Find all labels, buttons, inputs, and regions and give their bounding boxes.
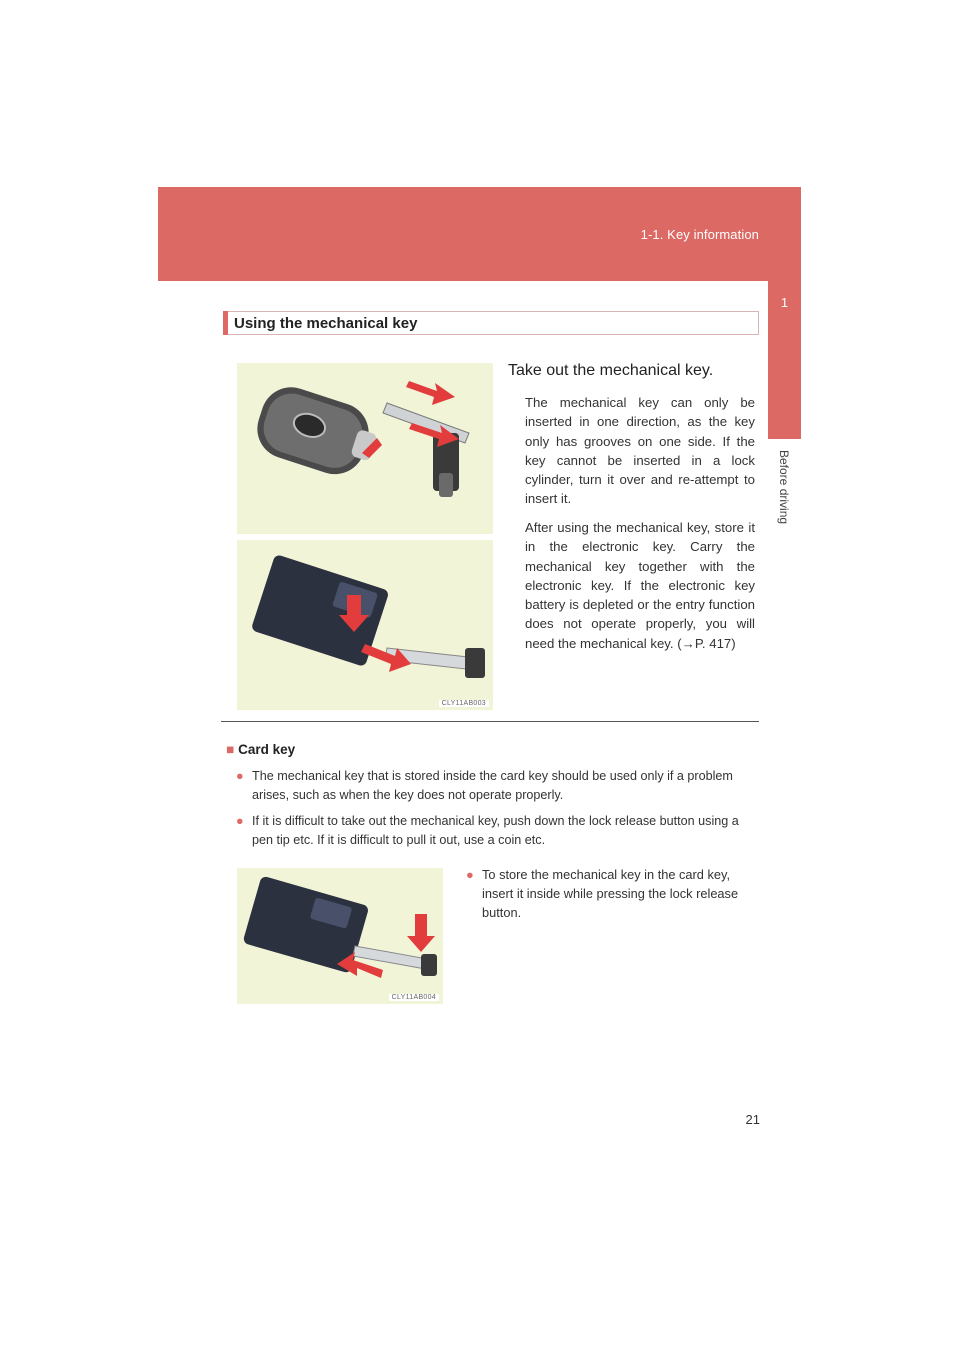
section-divider (221, 721, 759, 722)
card-key-illustration (237, 540, 493, 710)
chapter-label-text: Before driving (777, 450, 791, 525)
note-bullet-3 (466, 865, 744, 922)
step-paragraph-1: The mechanical key can only be inserted in one direction, as the key only has grooves on one side. If the key cannot be inserted in a lock cylinder, turn it over and re-attempt to insert it. (525, 395, 755, 507)
circle-bullet-icon: ● (236, 769, 244, 783)
section-title-bar (223, 311, 759, 335)
circle-bullet-icon: ● (236, 814, 244, 828)
image-code: CLY11AB003 (439, 700, 489, 707)
chapter-tab (768, 281, 801, 439)
step-paragraph-2: After using the mechanical key, store it in the electronic key. Carry the mechanical key together with the electronic key. If the electronic key battery is depleted or the entry function does not operate properly, you will need the mechanical key. (→P. 417) (525, 520, 755, 651)
note-bullet-1-text: The mechanical key that is stored inside the card key should be used only if a problem arises, such as when the key does not operate properly. (252, 769, 733, 802)
smart-key-illustration (237, 363, 493, 534)
chapter-label (763, 450, 803, 560)
chapter-header-band (158, 187, 801, 281)
step-title: Take out the mechanical key. (508, 362, 714, 379)
chapter-number: 1 (780, 295, 789, 310)
note-bullet-2-text: If it is difficult to take out the mechanical key, push down the lock release button using a pen tip etc. If it is difficult to pull it out, use a coin etc. (252, 814, 739, 847)
note-heading-text: Card key (238, 742, 296, 757)
note-bullet-2 (236, 812, 748, 850)
note-heading (226, 742, 295, 757)
circle-bullet-icon: ● (466, 867, 474, 882)
card-key-store-illustration (237, 868, 443, 1004)
image-code: CLY11AB004 (389, 994, 439, 1001)
page-number: 21 (745, 1112, 760, 1127)
square-bullet-icon: ■ (226, 742, 235, 757)
section-name: 1-1. Key information (640, 227, 759, 242)
note-bullet-3-text: To store the mechanical key in the card key, insert it inside while pressing the lock release button. (482, 867, 739, 920)
note-bullet-1 (236, 767, 748, 805)
section-title: Using the mechanical key (234, 315, 418, 332)
